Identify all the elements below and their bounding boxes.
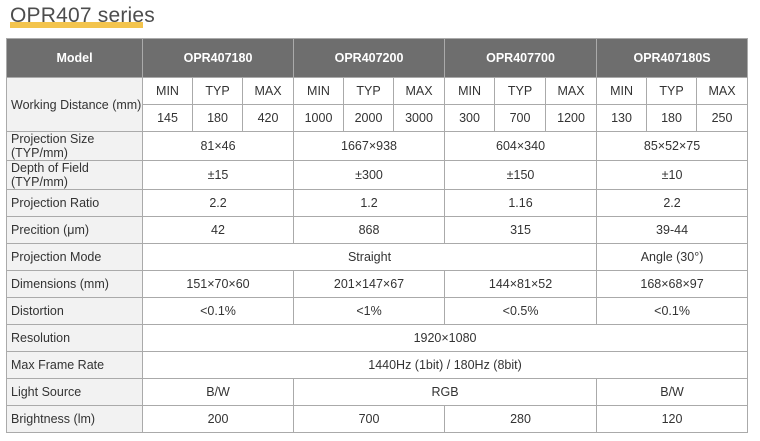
table-cell: 180 — [193, 105, 243, 132]
row-label: Projection Mode — [7, 244, 143, 271]
table-cell: 120 — [597, 406, 748, 433]
table-cell: 39-44 — [597, 217, 748, 244]
table-cell: 201×147×67 — [294, 271, 445, 298]
depth-of-field-row — [7, 161, 748, 190]
table-cell: 700 — [294, 406, 445, 433]
table-cell: B/W — [597, 379, 748, 406]
table-cell: 420 — [243, 105, 294, 132]
wd-max-header: MAX — [697, 78, 748, 105]
table-cell: ±150 — [445, 161, 597, 190]
model-header: Model — [7, 39, 143, 78]
table-cell: 300 — [445, 105, 495, 132]
row-label: Resolution — [7, 325, 143, 352]
table-cell: 250 — [697, 105, 748, 132]
wd-typ-header: TYP — [647, 78, 697, 105]
brightness-row — [7, 406, 748, 433]
table-cell: 1.2 — [294, 190, 445, 217]
table-cell: <0.5% — [445, 298, 597, 325]
table-cell: 1.16 — [445, 190, 597, 217]
wd-max-header: MAX — [243, 78, 294, 105]
table-cell: 42 — [143, 217, 294, 244]
projection-mode-row — [7, 244, 748, 271]
projection-size-row — [7, 132, 748, 161]
model-header-2: OPR407200 — [294, 39, 445, 78]
table-cell: Straight — [143, 244, 597, 271]
table-cell: 604×340 — [445, 132, 597, 161]
table-cell: 2000 — [344, 105, 394, 132]
table-cell: 180 — [647, 105, 697, 132]
working-distance-label: Working Distance (mm) — [7, 78, 143, 132]
wd-min-header: MIN — [445, 78, 495, 105]
wd-min-header: MIN — [294, 78, 344, 105]
row-label: Dimensions (mm) — [7, 271, 143, 298]
wd-max-header: MAX — [394, 78, 445, 105]
light-source-row — [7, 379, 748, 406]
table-cell: 1667×938 — [294, 132, 445, 161]
table-cell: 85×52×75 — [597, 132, 748, 161]
table-cell: <0.1% — [597, 298, 748, 325]
table-cell: 1200 — [546, 105, 597, 132]
wd-max-header: MAX — [546, 78, 597, 105]
table-cell: 145 — [143, 105, 193, 132]
projection-ratio-row — [7, 190, 748, 217]
working-distance-subheader-row — [7, 78, 748, 105]
wd-min-header: MIN — [143, 78, 193, 105]
row-label: Depth of Field (TYP/mm) — [7, 161, 143, 190]
table-cell: 81×46 — [143, 132, 294, 161]
table-cell: B/W — [143, 379, 294, 406]
table-cell: 144×81×52 — [445, 271, 597, 298]
table-cell: 1920×1080 — [143, 325, 748, 352]
wd-typ-header: TYP — [193, 78, 243, 105]
table-cell: ±300 — [294, 161, 445, 190]
model-header-3: OPR407700 — [445, 39, 597, 78]
wd-typ-header: TYP — [495, 78, 546, 105]
table-cell: <1% — [294, 298, 445, 325]
dimensions-row — [7, 271, 748, 298]
precision-row — [7, 217, 748, 244]
table-cell: 130 — [597, 105, 647, 132]
table-cell: 1000 — [294, 105, 344, 132]
row-label: Precition (μm) — [7, 217, 143, 244]
table-cell: 2.2 — [597, 190, 748, 217]
table-cell: 280 — [445, 406, 597, 433]
table-cell: 315 — [445, 217, 597, 244]
max-frame-rate-row — [7, 352, 748, 379]
model-header-1: OPR407180 — [143, 39, 294, 78]
table-cell: Angle (30°) — [597, 244, 748, 271]
table-cell: <0.1% — [143, 298, 294, 325]
table-cell: 200 — [143, 406, 294, 433]
table-cell: 2.2 — [143, 190, 294, 217]
row-label: Max Frame Rate — [7, 352, 143, 379]
table-cell: 700 — [495, 105, 546, 132]
title-block — [10, 2, 155, 34]
model-header-4: OPR407180S — [597, 39, 748, 78]
row-label: Projection Ratio — [7, 190, 143, 217]
table-cell: 168×68×97 — [597, 271, 748, 298]
row-label: Light Source — [7, 379, 143, 406]
table-cell: ±15 — [143, 161, 294, 190]
table-cell: 1440Hz (1bit) / 180Hz (8bit) — [143, 352, 748, 379]
page-title: OPR407 series — [10, 4, 155, 27]
row-label: Distortion — [7, 298, 143, 325]
distortion-row — [7, 298, 748, 325]
wd-min-header: MIN — [597, 78, 647, 105]
row-label: Brightness (lm) — [7, 406, 143, 433]
table-cell: ±10 — [597, 161, 748, 190]
table-cell: 3000 — [394, 105, 445, 132]
table-cell: 868 — [294, 217, 445, 244]
wd-typ-header: TYP — [344, 78, 394, 105]
row-label: Projection Size (TYP/mm) — [7, 132, 143, 161]
table-cell: RGB — [294, 379, 597, 406]
spec-table — [6, 38, 748, 433]
table-cell: 151×70×60 — [143, 271, 294, 298]
header-row — [7, 39, 748, 78]
resolution-row — [7, 325, 748, 352]
